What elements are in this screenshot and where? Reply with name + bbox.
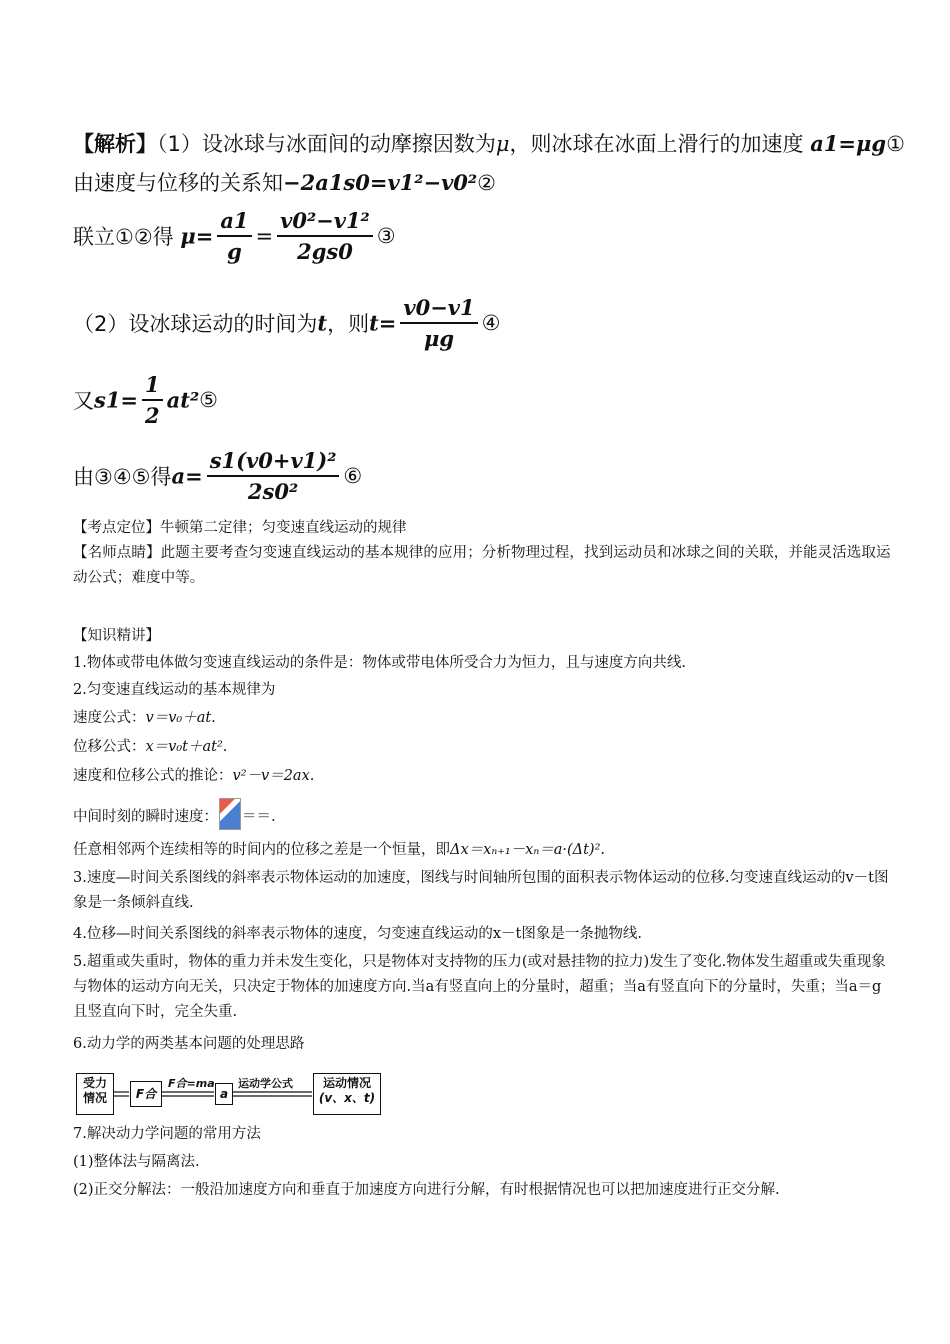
displacement-formula-line — [73, 735, 895, 760]
formula-2: −2a1s0=v1²−v0² — [283, 170, 478, 195]
circled-2: ② — [477, 171, 496, 195]
analysis-text-6: 由③④⑤得 — [73, 465, 172, 489]
fraction-num: s1(v0+v1)² — [207, 448, 340, 477]
formula-3-lhs: μ= — [180, 223, 214, 249]
circled-4: ④ — [481, 311, 501, 335]
analysis-line-1 — [73, 128, 905, 158]
knowledge-p7-1: (1)整体法与隔离法. — [73, 1154, 200, 1170]
kaodian-line: 【考点定位】牛顿第二定律；匀变速直线运动的规律 — [73, 520, 407, 536]
velocity-formula: v＝v₀＋at. — [145, 710, 216, 726]
flow-box-acceleration — [215, 1083, 233, 1105]
circled-3: ③ — [376, 224, 396, 248]
knowledge-p4: 4.位移—时间关系图线的斜率表示物体的速度，匀变速直线运动的x－t图象是一条抛物线. — [73, 926, 642, 942]
displacement-label: 位移公式： — [73, 739, 146, 755]
flow-arrow-label-fma: F合=ma — [168, 1077, 215, 1090]
analysis-text-4: （2）设冰球运动的时间为 — [73, 312, 318, 336]
knowledge-p5: 5.超重或失重时，物体的重力并未发生变化，只是物体对支持物的压力(或对悬挂物的拉力)发生了变化.物体发生超重或失重现象与物体的运动方向无关，只决定于物体的加速度方向.当a有竖直向上的分量时，超重；当a有竖直向下的分量时，失重；当a＝g且竖直向下时，完全失重. — [73, 954, 886, 1020]
circled-5: ⑤ — [199, 388, 218, 412]
knowledge-p7-2: (2)正交分解法：一般沿加速度方向和垂直于加速度方向进行分解，有时根据情况也可以把加速度进行正交分解. — [73, 1182, 780, 1198]
formula-6-lhs: a= — [171, 463, 203, 489]
fraction-num: 1 — [142, 372, 163, 401]
inference-label: 速度和位移公式的推论： — [73, 768, 233, 784]
fraction-t — [400, 295, 477, 351]
analysis-text-1: （1）设冰球与冰面间的动摩擦因数为 — [157, 132, 496, 156]
formula-a1: a1=μg — [810, 131, 887, 156]
mu-symbol: μ — [495, 132, 510, 156]
analysis-line-4 — [73, 295, 500, 351]
knowledge-p7: 7.解决动力学问题的常用方法 — [73, 1126, 261, 1142]
analysis-line-5 — [73, 372, 218, 428]
knowledge-p2: 2.匀变速直线运动的基本规律为 — [73, 682, 276, 698]
analysis-text-5: 又 — [73, 389, 94, 413]
formula-5-lhs: s1= — [94, 387, 139, 413]
flow-box-motion-vars: (v、x、t) — [318, 1091, 376, 1105]
dynamics-flowchart — [76, 1073, 382, 1115]
t-symbol: t — [317, 310, 328, 336]
flow-box-motion — [313, 1073, 381, 1115]
diff-formula-line — [73, 838, 895, 863]
flow-box-motion-label: 运动情况 — [322, 1076, 371, 1090]
fraction-den: 2 — [145, 403, 160, 428]
knowledge-p6: 6.动力学的两类基本问题的处理思路 — [73, 1036, 305, 1052]
fraction-half — [142, 372, 163, 428]
mingshi-paragraph: 【名师点睛】此题主要考查匀变速直线运动的基本规律的应用；分析物理过程，找到运动员和冰球之间的关联，并能灵活选取运动公式；难度中等。 — [73, 545, 891, 586]
midtime-formula-line — [73, 798, 895, 830]
displacement-formula: x＝v₀t＋at². — [145, 739, 228, 755]
analysis-mid-4: ，则 — [327, 312, 370, 336]
fraction-num: a1 — [217, 208, 251, 237]
velocity-formula-line — [73, 706, 895, 731]
knowledge-p1: 1.物体或带电体做匀变速直线运动的条件是：物体或带电体所受合力为恒力，且与速度方向共线. — [73, 655, 686, 671]
broken-image-icon — [219, 798, 241, 830]
analysis-line-3: 联立①②得 μ= $\frac{a1}{g}$ = $\frac{\text{v0²−v1²}}{2gs0}$ ③ — [73, 208, 396, 264]
fraction-num: v0−v1 — [400, 295, 477, 324]
flow-box-acceleration-label: a — [219, 1087, 229, 1101]
diff-formula: Δx＝xₙ₊₁－xₙ＝a·(Δt)². — [450, 842, 606, 858]
fraction-den: g — [227, 239, 242, 264]
midtime-formula: ＝＝. — [242, 809, 276, 825]
knowledge-p3: 3.速度—时间关系图线的斜率表示物体运动的加速度，图线与时间轴所包围的面积表示物体运动的位移.匀变速直线运动的v－t图象是一条倾斜直线. — [73, 870, 889, 911]
fraction-den: μg — [423, 326, 455, 351]
analysis-tag: 【解析】 — [73, 132, 157, 156]
midtime-label: 中间时刻的瞬时速度： — [73, 809, 218, 825]
analysis-mid-1: ，则冰球在冰面上滑行的加速度 — [509, 132, 804, 156]
fraction-den: 2s0² — [247, 479, 299, 504]
fraction-a1-g — [217, 208, 251, 264]
fraction-num: v0²−v1² — [277, 208, 373, 237]
circled-1: ① — [886, 132, 905, 156]
formula-4-lhs: t= — [369, 310, 397, 336]
fraction-v-2gs — [277, 208, 373, 264]
analysis-text-2: 由速度与位移的关系知 — [73, 171, 283, 195]
analysis-line-6 — [73, 448, 362, 504]
inference-formula-line — [73, 764, 895, 789]
analysis-text-3: 联立①②得 — [73, 225, 174, 249]
fraction-den: 2gs0 — [297, 239, 353, 264]
flow-box-net-force-label: F合 — [135, 1087, 157, 1101]
diff-text: 任意相邻两个连续相等的时间内的位移之差是一个恒量，即 — [73, 842, 450, 858]
circled-6: ⑥ — [343, 464, 363, 488]
analysis-line-2 — [73, 167, 496, 197]
flow-arrow-label-kinematics: 运动学公式 — [238, 1077, 293, 1090]
formula-5-rhs: at² — [166, 387, 200, 413]
velocity-label: 速度公式： — [73, 710, 146, 726]
inference-formula: v²－v＝2ax. — [232, 768, 315, 784]
knowledge-heading: 【知识精讲】 — [73, 628, 160, 644]
flow-box-force-label: 受力情况 — [82, 1076, 107, 1105]
fraction-a — [207, 448, 340, 504]
flow-box-net-force — [130, 1081, 162, 1107]
